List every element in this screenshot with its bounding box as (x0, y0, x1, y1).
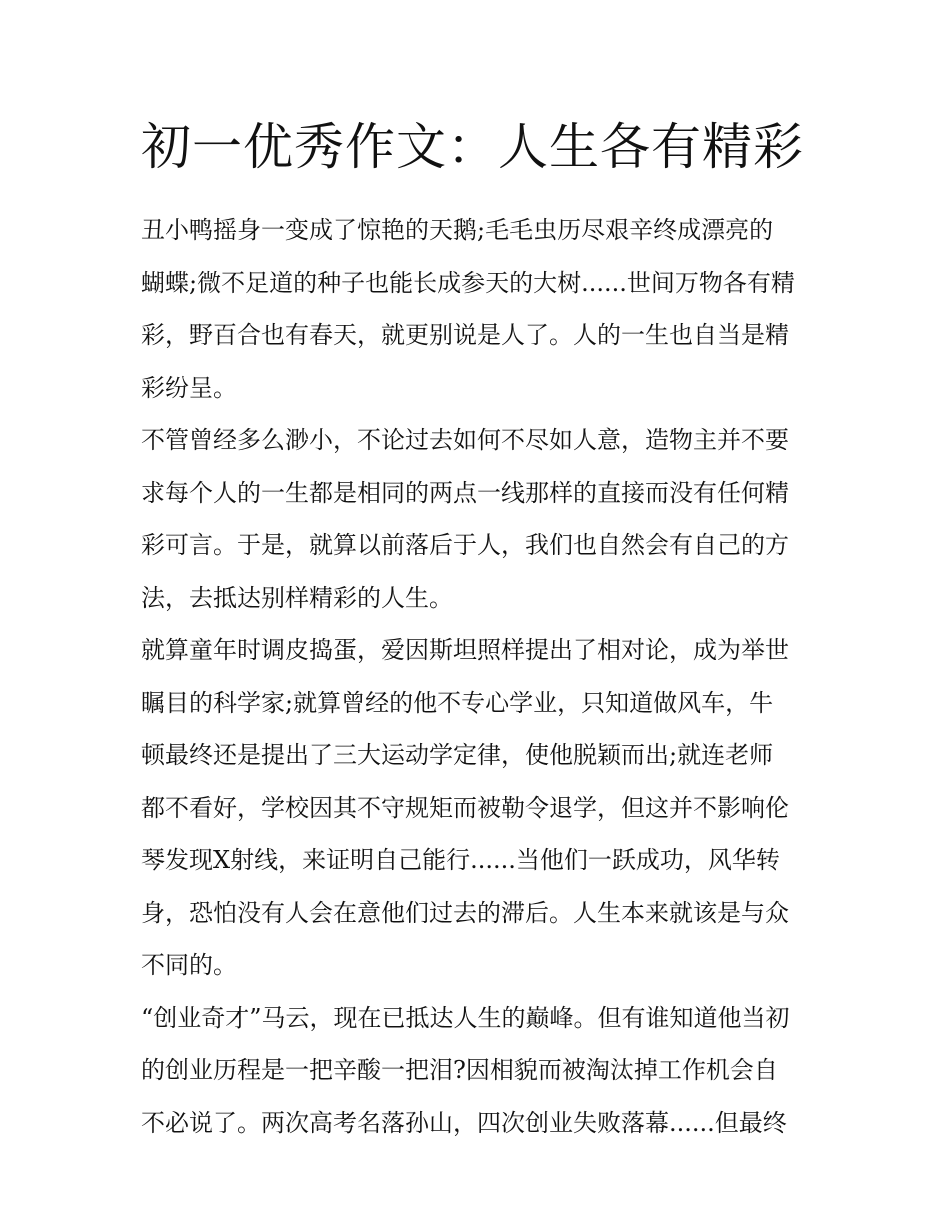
text-line: 琴发现X射线，来证明自己能行......当他们一跃成功，风华转 (141, 846, 780, 874)
text-line: “创业奇才”马云，现在已抵达人生的巅峰。但有谁知道他当初 (141, 1003, 790, 1032)
text-line: 求每个人的一生都是相同的两点一线那样的直接而没有任何精 (141, 478, 789, 507)
text-line: 不必说了。两次高考名落孙山，四次创业失败落幕......但最终 (141, 1108, 787, 1137)
document-page (141, 110, 813, 1149)
text-line: 彩，野百合也有春天，就更别说是人了。人的一生也自当是精 (141, 321, 789, 349)
text-line: 不同的。 (141, 951, 237, 979)
text-line: 都不看好，学校因其不守规矩而被勒令退学，但这并不影响伦 (141, 793, 789, 822)
paragraph-3 (141, 624, 813, 992)
text-line: 丑小鸭摇身一变成了惊艳的天鹅;毛毛虫历尽艰辛终成漂亮的 (141, 216, 774, 244)
text-line: 不管曾经多么渺小，不论过去如何不尽如人意，造物主并不要 (141, 426, 789, 454)
text-line: 彩可言。于是，就算以前落后于人，我们也自然会有自己的方 (141, 531, 789, 559)
text-line: 法，去抵达别样精彩的人生。 (141, 583, 453, 612)
text-line: 身，恐怕没有人会在意他们过去的滞后。人生本来就该是与众 (141, 898, 789, 927)
paragraph-4 (141, 992, 813, 1150)
paragraph-2 (141, 414, 813, 624)
text-line: 彩纷呈。 (141, 373, 237, 402)
text-line: 蝴蝶;微不足道的种子也能长成参天的大树......世间万物各有精 (141, 268, 795, 297)
text-line: 的创业历程是一把辛酸一把泪?因相貌而被淘汰掉工作机会自 (141, 1056, 778, 1084)
paragraph-1 (141, 204, 813, 414)
document-title: 初一优秀作文：人生各有精彩 (141, 118, 804, 176)
text-line: 顿最终还是提出了三大运动学定律，使他脱颖而出;就连老师 (141, 741, 774, 769)
text-line: 就算童年时调皮捣蛋，爱因斯坦照样提出了相对论，成为举世 (141, 636, 789, 664)
text-line: 瞩目的科学家;就算曾经的他不专心学业，只知道做风车，牛 (141, 688, 774, 717)
